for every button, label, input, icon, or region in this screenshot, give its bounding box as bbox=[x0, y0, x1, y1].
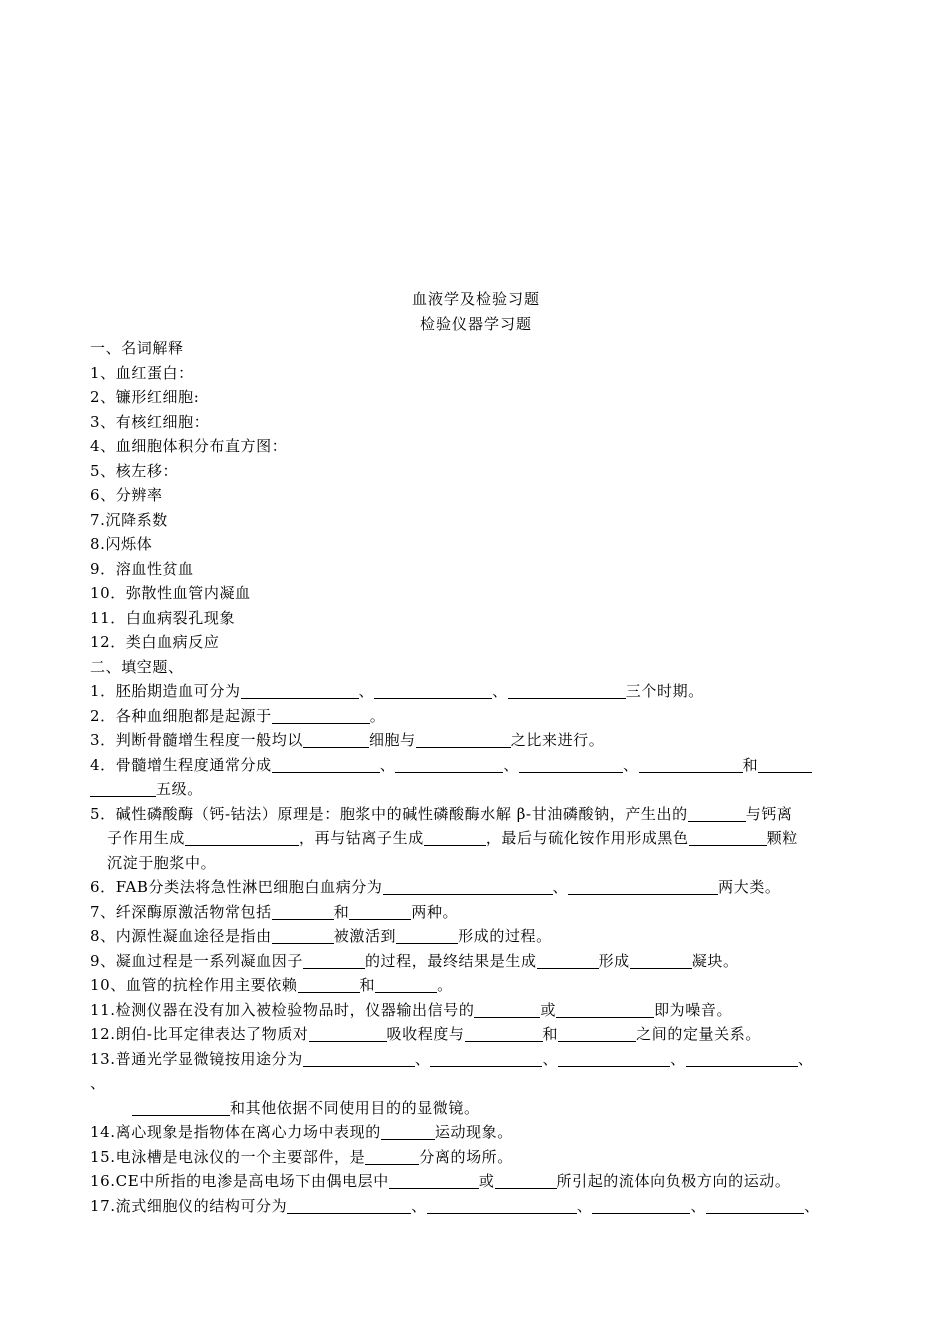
answer-blank[interactable] bbox=[132, 1100, 230, 1116]
answer-blank[interactable] bbox=[349, 904, 411, 920]
answer-blank[interactable] bbox=[465, 1026, 543, 1042]
question-15: 15.电泳槽是电泳仪的一个主要部件，是 分离的场所。 bbox=[90, 1147, 513, 1166]
answer-blank[interactable] bbox=[365, 1149, 419, 1165]
answer-blank[interactable] bbox=[303, 1051, 415, 1067]
term-item: 8.闪烁体 bbox=[90, 535, 153, 553]
question-4-cont: 五级。 bbox=[90, 777, 862, 802]
answer-blank[interactable] bbox=[185, 830, 299, 846]
answer-blank[interactable] bbox=[374, 683, 492, 699]
question-2: 2．各种血细胞都是起源于 。 bbox=[90, 706, 386, 725]
term-item: 11．白血病裂孔现象 bbox=[90, 608, 236, 627]
answer-blank[interactable] bbox=[689, 830, 767, 846]
answer-blank[interactable] bbox=[272, 708, 370, 724]
question-10: 10、血管的抗栓作用主要依赖 和 。 bbox=[90, 976, 453, 994]
answer-blank[interactable] bbox=[686, 1051, 798, 1067]
term-item: 4、血细胞体积分布直方图： bbox=[90, 437, 288, 455]
question-7: 7、纤深酶原激活物常包括 和 两种。 bbox=[90, 902, 459, 921]
answer-blank[interactable] bbox=[272, 757, 380, 773]
answer-blank[interactable] bbox=[474, 1002, 540, 1018]
term-item: 9．溶血性贫血 bbox=[90, 559, 194, 578]
question-12: 12.朗伯-比耳定律表达了物质对 吸收程度与 和 之间的定量关系。 bbox=[90, 1025, 761, 1043]
question-3: 3．判断骨髓增生程度一般均以 细胞与 之比来进行。 bbox=[90, 731, 605, 749]
doc-subtitle: 检验仪器学习题 bbox=[419, 314, 532, 333]
answer-blank[interactable] bbox=[758, 757, 812, 773]
question-11: 11.检测仪器在没有加入被检验物品时，仪器输出信号的 或 即为噪音。 bbox=[90, 1000, 733, 1019]
answer-blank[interactable] bbox=[272, 928, 334, 944]
question-6: 6．FAB分类法将急性淋巴细胞白血病分为 、 两大类。 bbox=[90, 878, 781, 896]
answer-blank[interactable] bbox=[381, 1124, 435, 1140]
answer-blank[interactable] bbox=[558, 1051, 670, 1067]
question-5-cont: 沉淀于胞浆中。 bbox=[107, 853, 217, 872]
answer-blank[interactable] bbox=[298, 977, 360, 993]
answer-blank[interactable] bbox=[558, 1026, 636, 1042]
doc-title: 血液学及检验习题 bbox=[411, 290, 540, 308]
term-item: 10．弥散性血管内凝血 bbox=[90, 584, 251, 602]
question-8: 8、内源性凝血途径是指由 被激活到 形成的过程。 bbox=[90, 927, 552, 945]
answer-blank[interactable] bbox=[389, 1173, 479, 1189]
answer-blank[interactable] bbox=[309, 1026, 387, 1042]
section-heading-terms: 一、名词解释 bbox=[90, 339, 184, 357]
answer-blank[interactable] bbox=[556, 1002, 654, 1018]
answer-blank[interactable] bbox=[287, 1198, 411, 1214]
answer-blank[interactable] bbox=[519, 757, 623, 773]
term-item: 7.沉降系数 bbox=[90, 510, 168, 529]
answer-blank[interactable] bbox=[303, 953, 365, 969]
answer-blank[interactable] bbox=[427, 1198, 577, 1214]
term-item: 5、核左移： bbox=[90, 461, 179, 480]
question-13-cont: 和其他依据不同使用目的的显微镜。 bbox=[90, 1096, 862, 1121]
question-16: 16.CE中所指的电渗是高电场下由偶电层中 或 所引起的流体向负极方向的运动。 bbox=[90, 1172, 791, 1190]
answer-blank[interactable] bbox=[241, 683, 359, 699]
question-13-cont: 、 bbox=[90, 1074, 106, 1092]
question-13: 13.普通光学显微镜按用途分为 、 、 、 、 bbox=[90, 1049, 814, 1068]
question-5: 5．碱性磷酸酶（钙-钴法）原理是：胞浆中的碱性磷酸酶水解 β-甘油磷酸钠，产生出的 与钙离 bbox=[90, 804, 793, 823]
term-item: 1、血红蛋白： bbox=[90, 363, 194, 382]
answer-blank[interactable] bbox=[537, 953, 599, 969]
term-item: 12．类白血病反应 bbox=[90, 633, 220, 651]
answer-blank[interactable] bbox=[272, 904, 334, 920]
answer-blank[interactable] bbox=[706, 1198, 804, 1214]
question-17: 17.流式细胞仪的结构可分为 、 、 、 、 bbox=[90, 1196, 820, 1215]
document-page bbox=[90, 287, 862, 1218]
question-4: 4．骨髓增生程度通常分成 、 、 、 和 bbox=[90, 753, 862, 778]
answer-blank[interactable] bbox=[639, 757, 743, 773]
answer-blank[interactable] bbox=[630, 953, 692, 969]
answer-blank[interactable] bbox=[508, 683, 626, 699]
answer-blank[interactable] bbox=[592, 1198, 690, 1214]
answer-blank[interactable] bbox=[383, 879, 553, 895]
answer-blank[interactable] bbox=[424, 830, 486, 846]
question-5-cont: 子作用生成 ，再与钴离子生成 ，最后与硫化铵作用形成黑色 颗粒 bbox=[107, 829, 798, 847]
answer-blank[interactable] bbox=[568, 879, 718, 895]
answer-blank[interactable] bbox=[303, 732, 369, 748]
answer-blank[interactable] bbox=[430, 1051, 542, 1067]
term-item: 3、有核红细胞： bbox=[90, 412, 210, 431]
answer-blank[interactable] bbox=[495, 1173, 557, 1189]
answer-blank[interactable] bbox=[375, 977, 437, 993]
question-1: 1．胚胎期造血可分为 、 、 三个时期。 bbox=[90, 682, 704, 700]
answer-blank[interactable] bbox=[395, 757, 503, 773]
term-item: 6、分辨率 bbox=[90, 486, 163, 504]
question-14: 14.离心现象是指物体在离心力场中表现的 运动现象。 bbox=[90, 1123, 513, 1141]
answer-blank[interactable] bbox=[416, 732, 511, 748]
answer-blank[interactable] bbox=[396, 928, 458, 944]
term-item: 2、镰形红细胞: bbox=[90, 388, 200, 406]
section-heading-fill: 二、填空题、 bbox=[90, 657, 184, 676]
question-9: 9、凝血过程是一系列凝血因子 的过程，最终结果是生成 形成 凝块。 bbox=[90, 951, 739, 970]
answer-blank[interactable] bbox=[688, 806, 746, 822]
answer-blank[interactable] bbox=[90, 781, 156, 797]
